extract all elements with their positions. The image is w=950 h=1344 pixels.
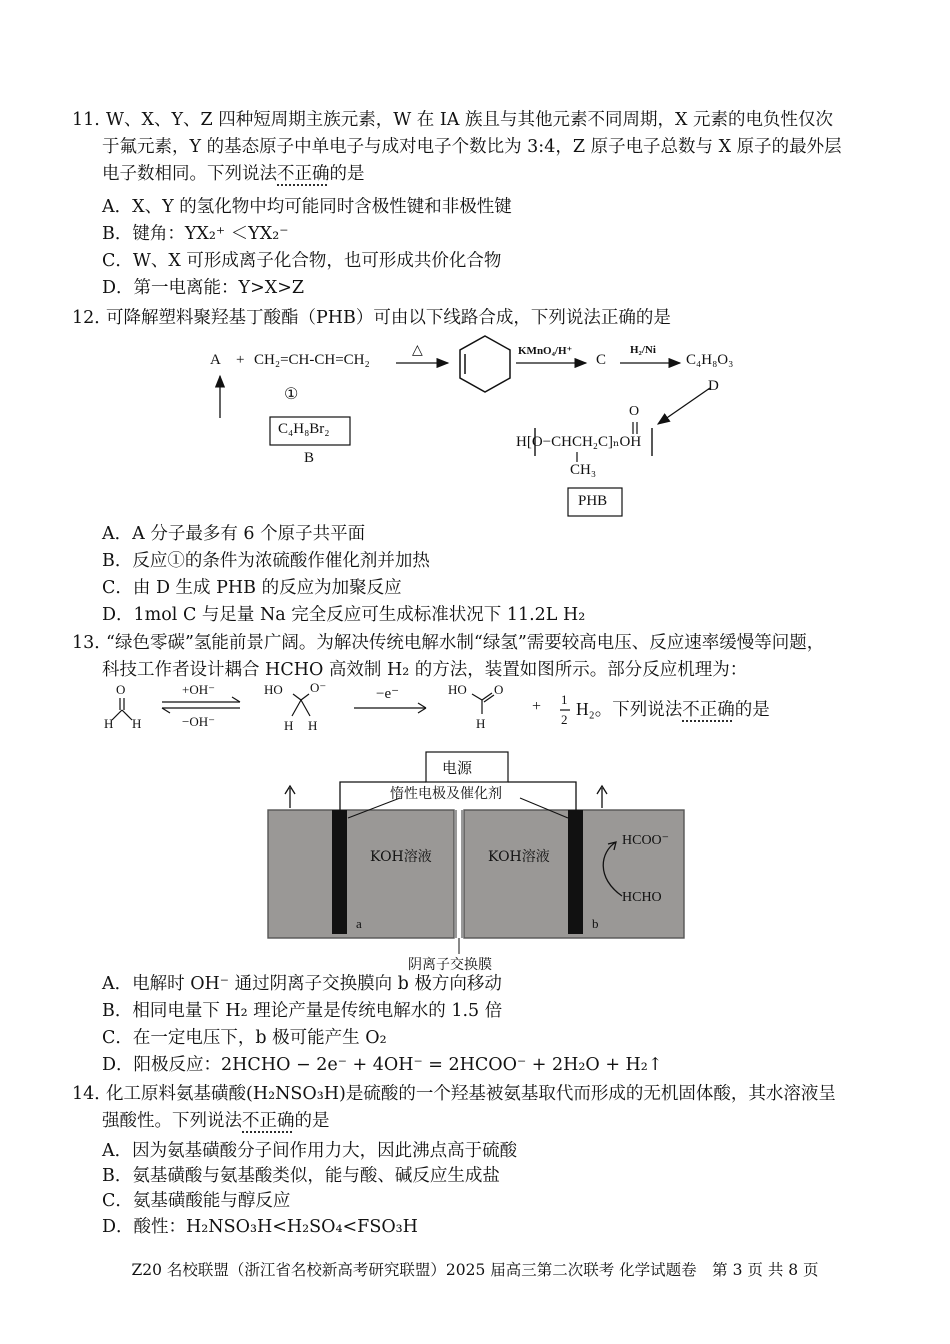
q14-emphasis: 不正确 [242, 1111, 295, 1131]
label-polymer: H[O−CHCH₂C]ₙOH [516, 434, 642, 450]
electrode-b [568, 810, 583, 934]
label-a: A [210, 352, 221, 368]
mech-formic-ho: HO [448, 682, 467, 697]
label-carbonyl-o: O [629, 404, 640, 419]
q13-electrolysis-cell [266, 748, 686, 980]
q12-stem: 12．可降解塑料聚羟基丁酸酯（PHB）可由以下线路合成，下列说法正确的是 [72, 305, 671, 331]
q12-option-c: C．由 D 生成 PHB 的反应为加聚反应 [102, 578, 402, 598]
mech-intermediate-h2: H [308, 718, 318, 733]
label-hcho: HCHO [622, 890, 662, 905]
mech-formaldehyde-h2: H [132, 716, 142, 731]
label-heat: △ [412, 343, 423, 358]
q13-number: 13． [72, 633, 112, 653]
q13-option-b: B．相同电量下 H₂ 理论产量是传统电解水的 1.5 倍 [102, 1001, 503, 1021]
arrow-d-to-phb [658, 388, 710, 424]
label-d: D [708, 378, 719, 394]
q11-line-1: 11. W、X、Y、Z 四种短周期主族元素，W 在 IA 族且与其他元素不同周期，X 元素的电负性仅次 [72, 107, 833, 133]
label-step1: ① [284, 386, 299, 403]
label-membrane: 阴离子交换膜 [408, 957, 492, 973]
q13-option-c: C．在一定电压下，b 极可能产生 O₂ [102, 1028, 387, 1048]
q13-line-1: 13．“绿色零碳”氢能前景广阔。为解决传统电解水制“绿氢”需要较高电压、反应速率缓慢等问题， [72, 630, 824, 656]
q14-number: 14． [72, 1084, 112, 1104]
mech-half-den: 2 [561, 712, 568, 727]
mech-half-num: 1 [561, 692, 568, 707]
mech-plus-oh: +OH⁻ [182, 682, 215, 697]
label-koh-left: KOH溶液 [370, 849, 432, 865]
label-phb: PHB [578, 493, 608, 509]
label-c4h8br2: C₄H₈Br₂ [278, 421, 330, 437]
q13-mechanism [96, 680, 856, 740]
q11-option-a: A．X、Y 的氢化物中均可能同时含极性键和非极性键 [102, 197, 512, 217]
q12-option-a: A．A 分子最多有 6 个原子共平面 [102, 524, 366, 544]
q13-emphasis: 不正确 [682, 699, 735, 719]
label-kmno4: KMnO₄/H⁺ [518, 345, 573, 357]
q11-option-b: B．键角：YX₂⁺ ＜YX₂⁻ [102, 224, 289, 244]
mech-minus-e: −e⁻ [376, 686, 400, 702]
q14-line-2: 强酸性。下列说法不正确的是 [102, 1111, 330, 1131]
mech-formaldehyde-o: O [116, 682, 126, 697]
page-footer: Z20 名校联盟（浙江省名校新高考研究联盟）2025 届高三第二次联考 化学试题卷 第 3 页 共 8 页 [131, 1261, 819, 1279]
q12-number: 12． [72, 308, 112, 328]
mech-intermediate-o-minus: O⁻ [310, 680, 327, 695]
q11-option-c: C．W、X 可形成离子化合物，也可形成共价化合物 [102, 251, 502, 271]
q12-option-d: D．1mol C 与足量 Na 完全反应可生成标准状况下 11.2L H₂ [102, 605, 586, 625]
q11-line-2: 于氟元素，Y 的基态原子中单电子与成对电子个数比为 3:4，Z 原子电子总数与 X 原子的最外层 [102, 137, 842, 157]
mech-intermediate-ho: HO [264, 682, 283, 697]
label-c: C [596, 352, 607, 368]
mech-plus: + [532, 698, 542, 715]
q13-option-a: A．电解时 OH⁻ 通过阴离子交换膜向 b 极方向移动 [102, 974, 502, 994]
label-power: 电源 [442, 759, 473, 777]
mech-formic-h: H [476, 716, 486, 731]
mech-formaldehyde-h1: H [104, 716, 114, 731]
q13-option-d: D．阳极反应：2HCHO − 2e⁻ + 4OH⁻ = 2HCOO⁻ + 2H₂O + H₂↑ [102, 1055, 663, 1075]
label-ch3: CH₃ [570, 462, 597, 478]
label-electrode: 惰性电极及催化剂 [390, 786, 502, 802]
q11-number: 11. [72, 110, 100, 130]
q11-option-d: D．第一电离能：Y>X>Z [102, 278, 305, 298]
q14-option-a: A．因为氨基磺酸分子间作用力大，因此沸点高于硫酸 [102, 1141, 518, 1161]
q14-option-b: B．氨基磺酸与氨基酸类似，能与酸、碱反应生成盐 [102, 1166, 500, 1186]
q11-emphasis: 不正确 [277, 164, 330, 184]
q13-line-2: 科技工作者设计耦合 HCHO 高效制 H₂ 的方法，装置如图所示。部分反应机理为： [102, 660, 748, 680]
q12-synthesis-scheme [180, 330, 780, 530]
label-hcoo: HCOO⁻ [622, 833, 670, 848]
q14-option-c: C．氨基磺酸能与醇反应 [102, 1191, 291, 1211]
mech-minus-oh: −OH⁻ [182, 714, 215, 729]
mech-intermediate-h1: H [284, 718, 294, 733]
q11-line-3: 电子数相同。下列说法不正确的是 [102, 164, 365, 184]
q14-line-1: 14．化工原料氨基磺酸(H₂NSO₃H)是硫酸的一个羟基被氨基取代而形成的无机固体酸，其水溶液呈 [72, 1081, 836, 1107]
q14-option-d: D．酸性：H₂NSO₃H<H₂SO₄<FSO₃H [102, 1217, 418, 1237]
label-butadiene: CH₂=CH-CH=CH₂ [254, 352, 370, 368]
label-electrode-b: b [592, 916, 599, 931]
mech-formic-o: O [494, 682, 504, 697]
label-b: B [304, 450, 315, 466]
q12-option-b: B．反应①的条件为浓硫酸作催化剂并加热 [102, 551, 430, 571]
label-koh-right: KOH溶液 [488, 849, 550, 865]
label-plus: + [236, 352, 245, 368]
mech-h2-text: H₂。下列说法不正确的是 [576, 699, 770, 719]
label-electrode-a: a [356, 916, 362, 931]
cyclohexene-ring [460, 336, 510, 392]
electrode-a [332, 810, 347, 934]
label-h2ni: H₂/Ni [630, 344, 656, 356]
label-c4h8o3: C₄H₈O₃ [686, 352, 734, 368]
